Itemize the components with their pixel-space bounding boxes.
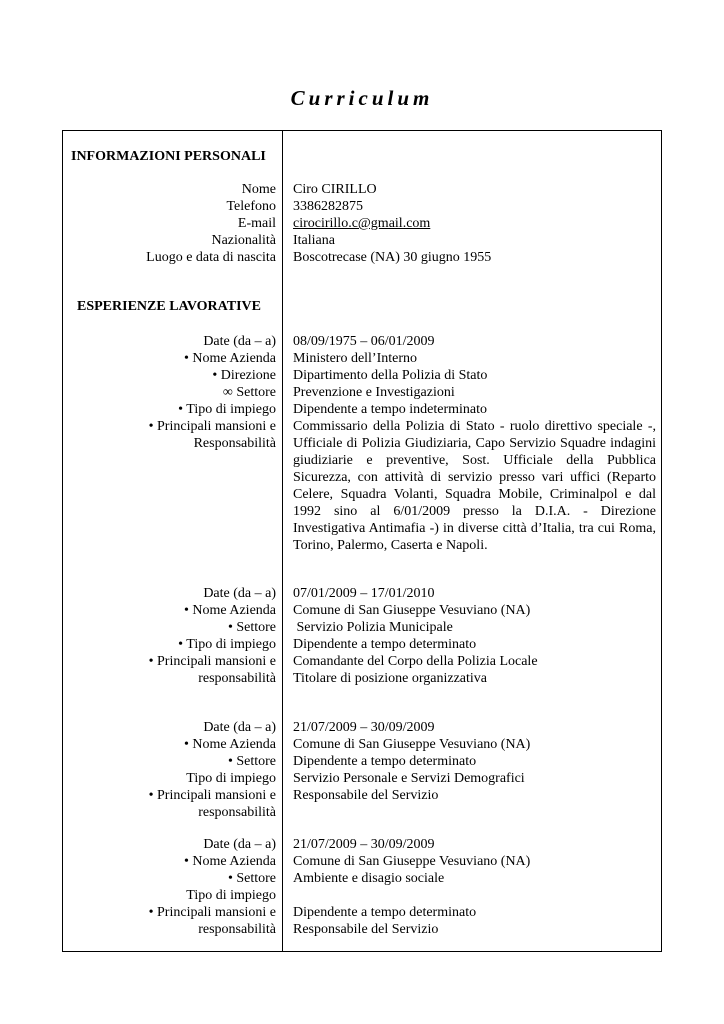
label-name: Nome xyxy=(241,182,276,197)
page-title: Curriculum xyxy=(290,86,434,110)
label-nationality: Nazionalità xyxy=(211,233,276,248)
experience-heading: ESPERIENZE LAVORATIVE xyxy=(77,299,261,314)
job1-label-dates: Date (da – a) xyxy=(203,334,276,349)
job1-value-sector: Prevenzione e Investigazioni xyxy=(293,385,455,400)
job1-value-duties: Commissario della Polizia di Stato - ruolo direttivo speciale -, Ufficiale di Polizia Giudiziaria, Capo Servizio Squadre indagini giudiziarie e preventive, Sost. Ufficiale della Pubblica Sicurezza, con attività di servizio presso vari uffici (Reparto Celere, Squadra Volanti, Squadra Mobile, Criminalpol e dal 1992 sino al 6/01/2009 presso la D.I.A. - Direzione Investigativa Antimafia -) in diverse città d’Italia, tra cui Roma, Torino, Palermo, Caserta e Napoli. xyxy=(293,419,656,553)
job1-labels xyxy=(80,333,276,452)
job1-value-employment: Dipendente a tempo indeterminato xyxy=(293,402,487,417)
job3-label-company: • Nome Azienda xyxy=(184,737,276,752)
personal-labels xyxy=(80,181,276,266)
value-phone: 3386282875 xyxy=(293,199,363,214)
job3-value-company: Comune di San Giuseppe Vesuviano (NA) xyxy=(293,737,531,752)
job2-labels xyxy=(80,585,276,687)
job3-label-sector: • Settore xyxy=(227,754,276,769)
job2-value-sector: Servizio Polizia Municipale xyxy=(293,620,453,635)
job4-label-responsibility: responsabilità xyxy=(198,922,276,937)
job3-values xyxy=(293,719,656,804)
label-birth: Luogo e data di nascita xyxy=(146,250,276,265)
value-birth: Boscotrecase (NA) 30 giugno 1955 xyxy=(293,250,492,265)
value-email-link[interactable]: cirocirillo.c@gmail.com xyxy=(293,216,431,231)
job2-label-responsibility: responsabilità xyxy=(198,671,276,686)
value-name: Ciro CIRILLO xyxy=(293,182,377,197)
job4-value-blank xyxy=(293,887,656,904)
job3-label-duties: • Principali mansioni e xyxy=(148,788,276,803)
job4-values xyxy=(293,836,656,938)
job1-value-direction: Dipartimento della Polizia di Stato xyxy=(293,368,488,383)
job3-label-dates: Date (da – a) xyxy=(203,720,276,735)
job3-label-responsibility: responsabilità xyxy=(198,805,276,820)
job4-value-employment: Dipendente a tempo determinato xyxy=(293,905,477,920)
job3-value-role: Responsabile del Servizio xyxy=(293,788,439,803)
job2-value-role: Comandante del Corpo della Polizia Locale xyxy=(293,654,538,669)
job4-labels xyxy=(80,836,276,938)
job2-value-dates: 07/01/2009 – 17/01/2010 xyxy=(293,586,435,601)
personal-values xyxy=(293,181,656,266)
column-divider xyxy=(282,130,283,952)
job4-label-employment: Tipo di impiego xyxy=(186,888,276,903)
job1-label-employment: • Tipo di impiego xyxy=(178,402,276,417)
label-phone: Telefono xyxy=(226,199,276,214)
job3-value-employment: Dipendente a tempo determinato xyxy=(293,754,477,769)
job2-label-sector: • Settore xyxy=(227,620,276,635)
label-email: E-mail xyxy=(237,216,276,231)
job4-value-dates: 21/07/2009 – 30/09/2009 xyxy=(293,837,435,852)
personal-info-heading: INFORMAZIONI PERSONALI xyxy=(71,149,266,164)
job2-values xyxy=(293,585,656,687)
job2-value-employment: Dipendente a tempo determinato xyxy=(293,637,477,652)
job1-label-direction: • Direzione xyxy=(212,368,276,383)
job1-value-dates: 08/09/1975 – 06/01/2009 xyxy=(293,334,435,349)
job2-label-employment: • Tipo di impiego xyxy=(178,637,276,652)
job1-label-responsibility: Responsabilità xyxy=(193,436,276,451)
job4-value-sector: Ambiente e disagio sociale xyxy=(293,871,445,886)
job3-labels xyxy=(80,719,276,821)
job4-label-company: • Nome Azienda xyxy=(184,854,276,869)
job2-value-position: Titolare di posizione organizzativa xyxy=(293,671,488,686)
job2-label-dates: Date (da – a) xyxy=(203,586,276,601)
job4-label-sector: • Settore xyxy=(227,871,276,886)
value-nationality: Italiana xyxy=(293,233,335,248)
job1-value-company: Ministero dell’Interno xyxy=(293,351,418,366)
job1-label-sector: ∞ Settore xyxy=(222,385,276,400)
job3-value-dates: 21/07/2009 – 30/09/2009 xyxy=(293,720,435,735)
job4-label-duties: • Principali mansioni e xyxy=(148,905,276,920)
job4-value-company: Comune di San Giuseppe Vesuviano (NA) xyxy=(293,854,531,869)
job2-value-company: Comune di San Giuseppe Vesuviano (NA) xyxy=(293,603,531,618)
job1-values xyxy=(293,333,656,554)
job2-label-company: • Nome Azienda xyxy=(184,603,276,618)
job2-label-duties: • Principali mansioni e xyxy=(148,654,276,669)
job3-label-employment: Tipo di impiego xyxy=(186,771,276,786)
job4-value-role: Responsabile del Servizio xyxy=(293,922,439,937)
job1-label-duties: • Principali mansioni e xyxy=(148,419,276,434)
job3-value-sector: Servizio Personale e Servizi Demografici xyxy=(293,771,525,786)
job1-label-company: • Nome Azienda xyxy=(184,351,276,366)
job4-label-dates: Date (da – a) xyxy=(203,837,276,852)
